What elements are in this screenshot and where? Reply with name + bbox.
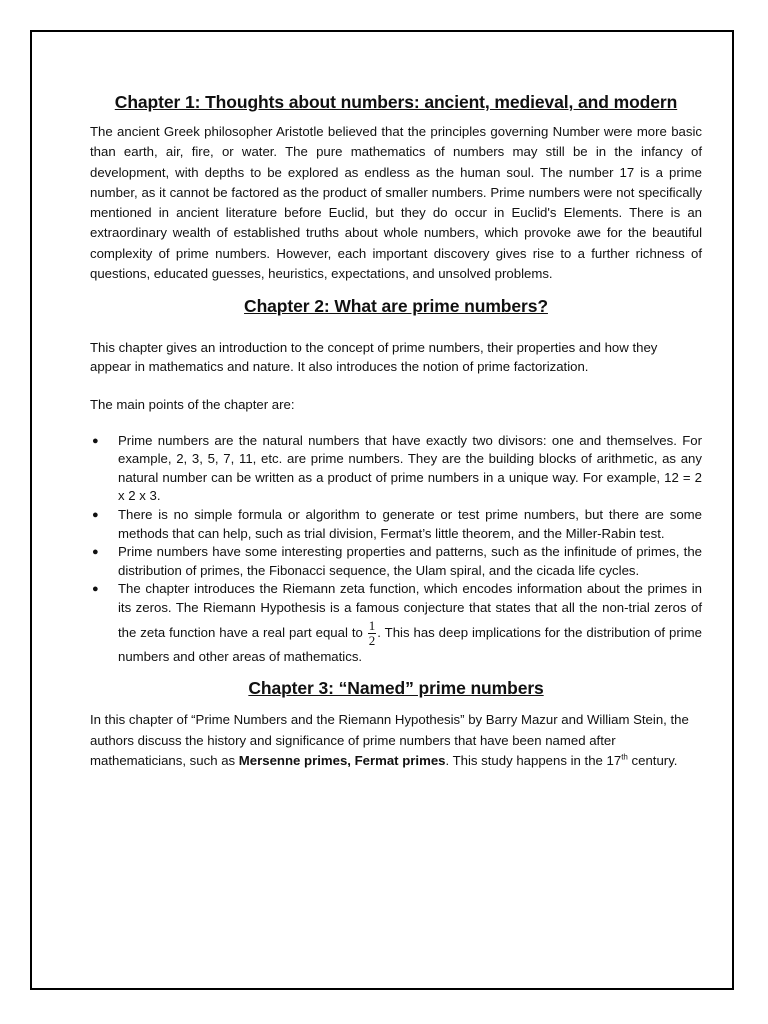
- list-item: [90, 580, 702, 666]
- ordinal-superscript: th: [621, 752, 628, 762]
- bullet-icon: ●: [92, 509, 99, 522]
- chapter-2-bullet-list: [90, 432, 702, 667]
- chapter-1-paragraph: The ancient Greek philosopher Aristotle believed that the principles governing Number were more basic than earth, air, fire, or water. The pure mathematics of numbers may still be in the infancy of development, with depths to be explored as endless as the human soul. The number 17 is a prime number, as it cannot be factored as the product of smaller numbers. Prime numbers were not specifically mentioned in ancient literature before Euclid, but they do occur in Euclid's Elements. There is an extraordinary wealth of established truths about whole numbers, which provoke awe for the beautiful complexity of prime numbers. However, each important discovery gives rise to a further richness of questions, educated guesses, heuristics, expectations, and unsolved problems.: [90, 124, 702, 282]
- list-item: [90, 506, 702, 543]
- page-content: [90, 92, 702, 772]
- list-item-text-continued: . This has deep implications for the distribution of prime numbers and other areas of mathematics.: [118, 624, 702, 664]
- chapter-2-main-points-label: The main points of the chapter are:: [90, 397, 295, 413]
- list-item-text: There is no simple formula or algorithm to generate or test prime numbers, but there are some methods that can help, such as trial division, Fermat’s little theorem, and the Miller-Rabin test.: [118, 507, 702, 541]
- one-half-fraction: [368, 619, 377, 648]
- chapter-1-heading: Chapter 1: Thoughts about numbers: ancient, medieval, and modern: [114, 92, 678, 112]
- list-item-text: Prime numbers have some interesting properties and patterns, such as the infinitude of primes, the distribution of primes, the Fibonacci sequence, the Ulam spiral, and the cicada life cycles.: [118, 544, 702, 578]
- chapter-3-text: In this chapter of “Prime Numbers and the Riemann Hypothesis” by Barry Mazur and William Stein, the authors discuss the history and significance of prime numbers that have been named after mathematicians, such as: [90, 712, 689, 769]
- list-item-text: Prime numbers are the natural numbers that have exactly two divisors: one and themselves. For example, 2, 3, 5, 7, 11, etc. are prime numbers. They are the building blocks of arithmetic, as any natural number can be written as a product of prime numbers in a unique way. For example, 12 = 2 x 2 x 3.: [118, 432, 702, 504]
- list-item: [90, 432, 702, 506]
- chapter-3-paragraph: [90, 710, 702, 772]
- chapter-3-bold-text: Mersenne primes, Fermat primes: [238, 753, 446, 769]
- fraction-numerator: 1: [368, 617, 376, 633]
- document-page: [30, 30, 734, 990]
- chapter-3-text-end: century.: [627, 753, 678, 769]
- bullet-icon: ●: [92, 434, 99, 447]
- bullet-icon: ●: [92, 583, 99, 596]
- fraction-denominator: 2: [368, 632, 376, 648]
- chapter-2-heading: Chapter 2: What are prime numbers?: [244, 296, 548, 317]
- chapter-2-intro: This chapter gives an introduction to the concept of prime numbers, their properties and how they appear in mathematics and nature. It also introduces the notion of prime factorization.: [90, 340, 658, 374]
- bullet-icon: ●: [92, 546, 99, 559]
- chapter-3-text-continued: . This study happens in the 17: [445, 753, 622, 769]
- chapter-3-heading: Chapter 3: “Named” prime numbers: [248, 678, 544, 699]
- fraction-line: [367, 617, 378, 648]
- list-item-text: The chapter introduces the Riemann zeta function, which encodes information about the primes in its zeros. The Riemann Hypothesis is a famous conjecture that states that all the non-trial zeros of the zeta function have a real part equal to: [118, 581, 702, 640]
- list-item: [90, 543, 702, 580]
